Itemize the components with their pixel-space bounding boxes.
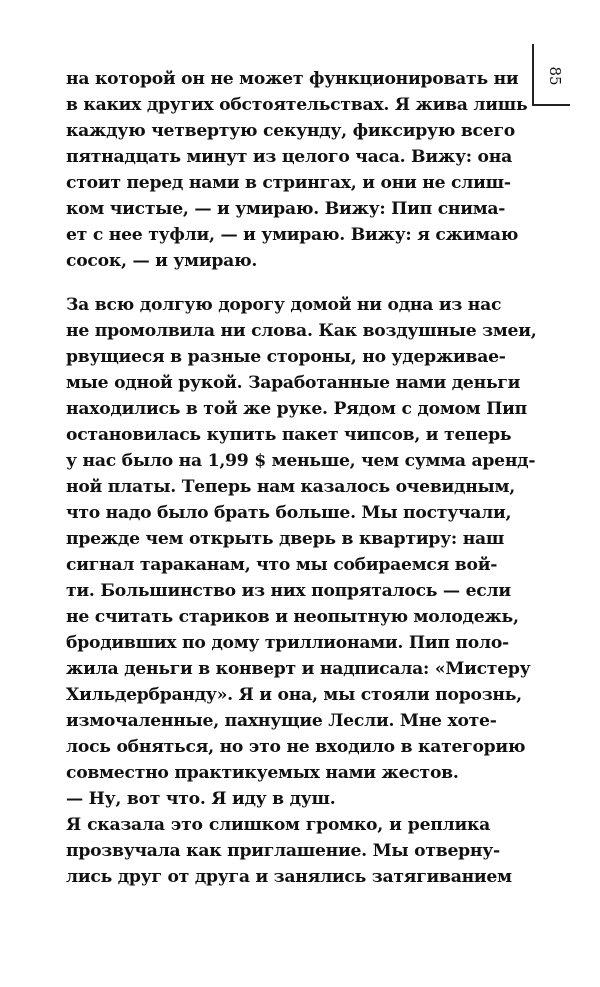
text-line: ет с нее туфли, — и умираю. Вижу: я сжимаю [66, 225, 519, 245]
text-line: что надо было брать больше. Мы постучали, [66, 503, 512, 523]
text-line: Хильдербранду». Я и она, мы стояли порознь, [66, 685, 522, 705]
page-number: 85 [546, 66, 564, 86]
text-line: стоит перед нами в стрингах, и они не слиш- [66, 173, 511, 193]
text-line: каждую четвертую секунду, фиксирую всего [66, 121, 515, 141]
text-line: не промолвила ни слова. Как воздушные змеи, [66, 321, 537, 341]
text-line: рвущиеся в разные стороны, но удерживае- [66, 347, 506, 367]
text-line: мые одной рукой. Заработанные нами деньги [66, 373, 521, 393]
paragraph-1 [66, 66, 528, 274]
text-line: сосок, — и умираю. [66, 251, 258, 271]
text-line: жила деньги в конверт и надписала: «Мистеру [66, 659, 531, 679]
text-line: сигнал тараканам, что мы собираемся вой- [66, 555, 498, 575]
text-line: Я сказала это слишком громко, и реплика [66, 815, 490, 835]
text-line: в каких других обстоятельствах. Я жива лишь [66, 95, 528, 115]
text-line: лось обняться, но это не входило в категорию [66, 737, 526, 757]
text-line: у нас было на 1,99 $ меньше, чем сумма аренд- [66, 451, 536, 471]
text-line: не считать стариков и неопытную молодежь, [66, 607, 519, 627]
text-line: лись друг от друга и занялись затягиванием [66, 867, 512, 887]
text-line: пятнадцать минут из целого часа. Вижу: она [66, 147, 512, 167]
text-line: измочаленные, пахнущие Лесли. Мне хоте- [66, 711, 497, 731]
text-line: ти. Большинство из них попряталось — если [66, 581, 511, 601]
text-line: За всю долгую дорогу домой ни одна из нас [66, 295, 502, 315]
text-line: совместно практикуемых нами жестов. [66, 763, 459, 783]
text-line: бродивших по дому триллионами. Пип поло- [66, 633, 509, 653]
text-line: прежде чем открыть дверь в квартиру: наш [66, 529, 505, 549]
dialogue-line: — Ну, вот что. Я иду в душ. [66, 789, 336, 809]
text-line: прозвучала как приглашение. Мы отверну- [66, 841, 500, 861]
text-line: остановилась купить пакет чипсов, и теперь [66, 425, 512, 445]
text-line: ком чистые, — и умираю. Вижу: Пип снима- [66, 199, 506, 219]
text-line: находились в той же руке. Рядом с домом Пип [66, 399, 527, 419]
text-line: ной платы. Теперь нам казалось очевидным, [66, 477, 515, 497]
paragraph-2 [66, 292, 537, 890]
text-line: на которой он не может функционировать ни [66, 69, 519, 89]
